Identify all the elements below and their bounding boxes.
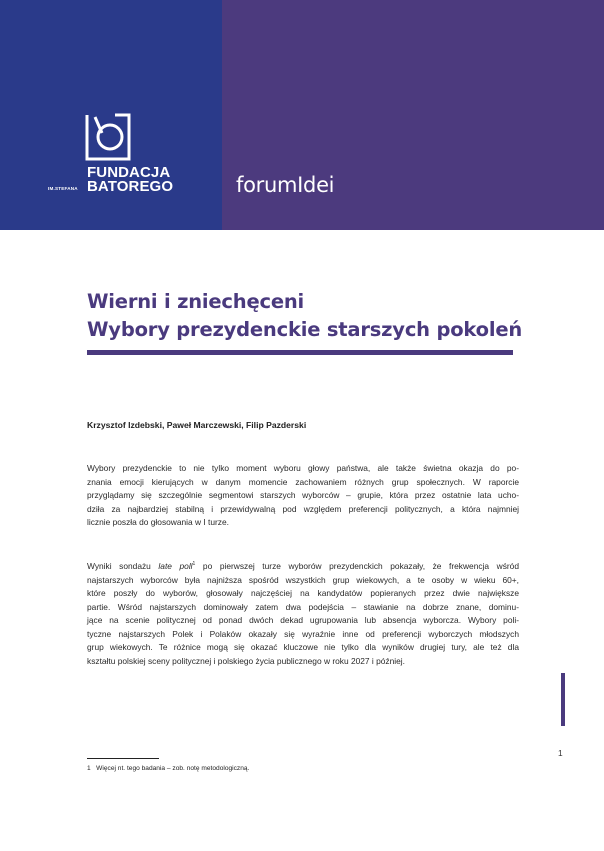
series-name: forumIdei [236,173,335,197]
footnote-text: Więcej nt. tego badania – zob. notę metodologiczną. [96,765,250,772]
margin-accent-bar [561,673,565,726]
p1-line: znania emocji kierujących w danym momencie zachowaniem różnych grup społecznych. W raporcie [87,476,519,487]
authors: Krzysztof Izdebski, Paweł Marczewski, Filip Pazderski [87,420,307,430]
footnote-marker: 1 [87,765,91,772]
header-banner [0,0,604,230]
paragraph-2 [87,560,519,668]
footnote [87,765,249,772]
footnote-ref[interactable]: 1 [192,561,196,568]
p1-line: Wybory prezydenckie to nie tylko moment wyboru głowy państwa, ale także świetna okazja do po- [87,463,519,473]
p2-line: grup wiekowych. Te różnice mogą się okazać kluczowe nie tylko dla wyników drugiej tury, ale też dla [87,642,519,653]
p2-line: tyczne najstarszych Polek i Polaków okazały się wyraźnie inne od preferencji wyborczych młodszych [87,628,519,639]
p1-line: przyglądamy się szczególnie segmentowi starszych wyborców – grupie, która przez ostatnie lata ucho- [87,490,519,501]
title-underline [87,350,513,355]
p2-line: partie. Wśród najstarszych dominowały zatem dwa podejścia – stawianie na dobrze znane, dominu- [87,601,519,612]
footnote-divider [87,758,159,759]
p2-line: które poszły do wyborów, głosowały najczęściej na kandydatów popieranych przez dwie największe [87,588,519,599]
title-line-2: Wybory prezydenckie starszych pokoleń [87,318,523,341]
p2-first-post: po pierwszej turze wyborów prezydenckich pokazały, że frekwencja wśród [195,561,519,571]
p2-line: jące na scenie politycznej od ponad dwóch dekad ugrupowania lub absencja wyborcza. Wybory poli- [87,615,519,626]
p2-line: najstarszych wyborców była najniższa spośród wszystkich grup wiekowych, a te osoby w wieku 60+, [87,574,519,585]
document-title [87,288,522,344]
paragraph-1 [87,462,519,530]
logo-prefix: IM.STEFANA [48,186,78,191]
logo-line-2: BATOREGO [87,178,174,195]
p1-line: licznie poszła do głosowania w I turze. [87,517,229,528]
logo-wordmark [87,166,173,194]
logo-line-1: FUNDACJA [87,164,171,181]
p2-first-line [87,560,519,574]
late-poll-term: late poll [158,561,193,571]
title-line-1: Wierni i zniechęceni [87,290,305,313]
fundacja-logo-icon [85,113,131,161]
p1-line: dziła za najbardziej stabilną i przewidywalną pod względem preferencji politycznych, a która najmniej [87,503,519,514]
p2-line: kształtu polskiej sceny politycznej i polskiego życia publicznego w roku 2027 i później. [87,655,405,666]
page-number: 1 [558,748,563,758]
p2-first-pre: Wyniki sondażu [87,561,159,571]
